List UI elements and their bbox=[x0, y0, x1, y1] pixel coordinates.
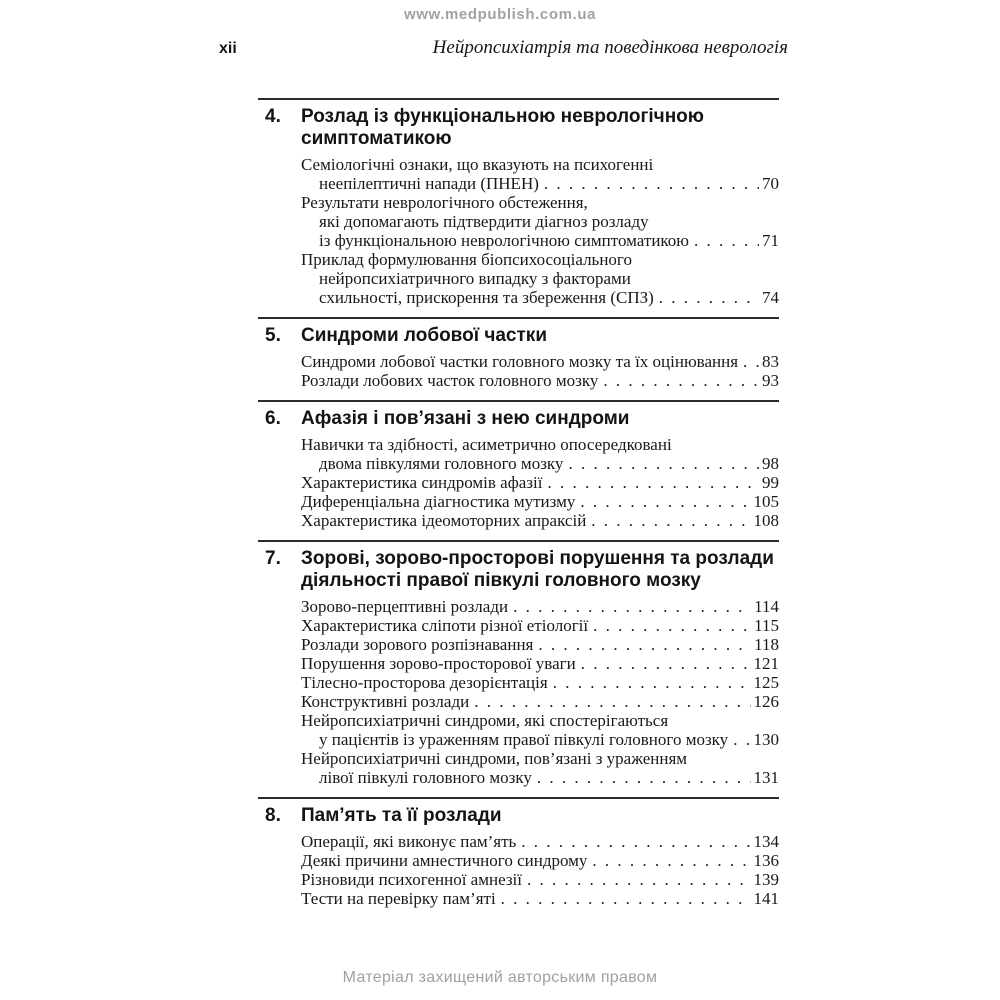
section-entries bbox=[258, 352, 779, 390]
section-title bbox=[301, 408, 779, 430]
toc-section bbox=[258, 400, 779, 540]
entry-line bbox=[301, 597, 779, 616]
toc-entry bbox=[258, 193, 779, 250]
entry-text: Розлади лобових часток головного мозку bbox=[301, 371, 599, 390]
section-entries bbox=[258, 597, 779, 787]
section-number: 7. bbox=[265, 548, 281, 569]
section-number: 5. bbox=[265, 325, 281, 346]
dot-leader bbox=[544, 174, 759, 193]
entry-text: лівої півкулі головного мозку bbox=[319, 768, 532, 787]
entry-line: Результати неврологічного обстеження, bbox=[301, 193, 588, 212]
entry-text: схильності, прискорення та збереження (СПЗ) bbox=[319, 288, 654, 307]
entry-line bbox=[301, 768, 779, 787]
entry-page-number: 98 bbox=[762, 454, 779, 473]
dot-leader bbox=[694, 231, 759, 250]
entry-line bbox=[301, 616, 779, 635]
entry-line: які допомагають підтвердити діагноз розладу bbox=[319, 212, 649, 231]
entry-text: Порушення зорово-просторової уваги bbox=[301, 654, 576, 673]
toc-entry bbox=[258, 250, 779, 307]
entry-line bbox=[301, 673, 779, 692]
toc-section bbox=[258, 540, 779, 797]
entry-page-number: 93 bbox=[762, 371, 779, 390]
toc-entry bbox=[258, 889, 779, 908]
toc-entry bbox=[258, 155, 779, 193]
entry-page-number: 114 bbox=[754, 597, 779, 616]
entry-page-number: 141 bbox=[753, 889, 779, 908]
table-of-contents bbox=[258, 98, 779, 918]
section-heading bbox=[258, 548, 779, 592]
entry-text: Синдроми лобової частки головного мозку та їх оцінювання bbox=[301, 352, 739, 371]
toc-section bbox=[258, 797, 779, 918]
entry-line bbox=[301, 371, 779, 390]
entry-text: Операції, які виконує пам’ять bbox=[301, 832, 517, 851]
entry-text: Тілесно-просторова дезорієнтація bbox=[301, 673, 548, 692]
toc-entry bbox=[258, 654, 779, 673]
entry-text: Деякі причини амнестичного синдрому bbox=[301, 851, 588, 870]
entry-text: Характеристика сліпоти різної етіології bbox=[301, 616, 589, 635]
toc-section bbox=[258, 98, 779, 317]
entry-page-number: 121 bbox=[753, 654, 779, 673]
entry-line: Навички та здібності, асиметрично опосередковані bbox=[301, 435, 672, 454]
section-heading bbox=[258, 325, 779, 347]
entry-line: нейропсихіатричного випадку з факторами bbox=[319, 269, 631, 288]
entry-text: Характеристика синдромів афазії bbox=[301, 473, 543, 492]
section-heading bbox=[258, 106, 779, 150]
section-title-line: Афазія і пов’язані з нею синдроми bbox=[301, 408, 630, 429]
dot-leader bbox=[513, 597, 751, 616]
entry-line bbox=[301, 352, 779, 371]
section-title-line: Зорові, зорово-просторові порушення та розлади bbox=[301, 548, 774, 569]
entry-text: неепілептичні напади (ПНЕН) bbox=[319, 174, 539, 193]
entry-page-number: 115 bbox=[754, 616, 779, 635]
section-title-line: Синдроми лобової частки bbox=[301, 325, 547, 346]
section-title-line: симптоматикою bbox=[301, 128, 452, 149]
copyright-footer: Матеріал захищений авторським правом bbox=[342, 969, 658, 986]
toc-entry bbox=[258, 851, 779, 870]
section-title-line: Пам’ять та її розлади bbox=[301, 805, 502, 826]
entry-text: Диференціальна діагностика мутизму bbox=[301, 492, 576, 511]
entry-line: Нейропсихіатричні синдроми, які спостерігаються bbox=[301, 711, 669, 730]
section-entries bbox=[258, 832, 779, 908]
entry-page-number: 134 bbox=[753, 832, 779, 851]
entry-line bbox=[301, 870, 779, 889]
entry-line bbox=[301, 174, 779, 193]
section-entries bbox=[258, 435, 779, 530]
entry-page-number: 105 bbox=[753, 492, 779, 511]
section-heading bbox=[258, 408, 779, 430]
entry-line bbox=[301, 889, 779, 908]
toc-entry bbox=[258, 692, 779, 711]
dot-leader bbox=[568, 454, 759, 473]
entry-page-number: 130 bbox=[753, 730, 779, 749]
toc-entry bbox=[258, 435, 779, 473]
dot-leader bbox=[547, 473, 759, 492]
entry-line bbox=[301, 832, 779, 851]
entry-page-number: 83 bbox=[762, 352, 779, 371]
entry-page-number: 136 bbox=[753, 851, 779, 870]
dot-leader bbox=[591, 511, 750, 530]
section-entries bbox=[258, 155, 779, 307]
entry-page-number: 70 bbox=[762, 174, 779, 193]
entry-line: Приклад формулювання біопсихосоціального bbox=[301, 250, 632, 269]
entry-text: Конструктивні розлади bbox=[301, 692, 470, 711]
toc-entry bbox=[258, 673, 779, 692]
entry-line bbox=[301, 492, 779, 511]
toc-entry bbox=[258, 870, 779, 889]
toc-entry bbox=[258, 492, 779, 511]
dot-leader bbox=[659, 288, 759, 307]
section-number: 6. bbox=[265, 408, 281, 429]
entry-text: Тести на перевірку пам’яті bbox=[301, 889, 496, 908]
section-title-line: діяльності правої півкулі головного мозку bbox=[301, 570, 701, 591]
toc-entry bbox=[258, 371, 779, 390]
entry-page-number: 118 bbox=[754, 635, 779, 654]
entry-line bbox=[301, 654, 779, 673]
entry-text: Зорово-перцептивні розлади bbox=[301, 597, 509, 616]
toc-entry bbox=[258, 832, 779, 851]
entry-line bbox=[301, 511, 779, 530]
dot-leader bbox=[581, 654, 751, 673]
entry-line: Нейропсихіатричні синдроми, пов’язані з ураженням bbox=[301, 749, 688, 768]
entry-line bbox=[301, 635, 779, 654]
toc-entry bbox=[258, 352, 779, 371]
section-title-line: Розлад із функціональною неврологічною bbox=[301, 106, 705, 127]
section-number: 8. bbox=[265, 805, 281, 826]
dot-leader bbox=[553, 673, 751, 692]
entry-page-number: 74 bbox=[762, 288, 779, 307]
toc-entry bbox=[258, 511, 779, 530]
entry-page-number: 108 bbox=[753, 511, 779, 530]
toc-entry bbox=[258, 635, 779, 654]
dot-leader bbox=[538, 635, 751, 654]
entry-text: Різновиди психогенної амнезії bbox=[301, 870, 522, 889]
toc-entry bbox=[258, 749, 779, 787]
entry-line bbox=[301, 851, 779, 870]
entry-text: Характеристика ідеомоторних апраксій bbox=[301, 511, 587, 530]
entry-page-number: 71 bbox=[762, 231, 779, 250]
page-folio: xii bbox=[219, 40, 237, 57]
section-number: 4. bbox=[265, 106, 281, 127]
entry-line bbox=[301, 288, 779, 307]
entry-page-number: 131 bbox=[753, 768, 779, 787]
toc-entry bbox=[258, 473, 779, 492]
entry-text: у пацієнтів із ураженням правої півкулі головного мозку bbox=[319, 730, 729, 749]
entry-line bbox=[301, 454, 779, 473]
entry-text: двома півкулями головного мозку bbox=[319, 454, 564, 473]
dot-leader bbox=[474, 692, 750, 711]
running-title: Нейропсихіатрія та поведінкова неврологія bbox=[432, 37, 788, 58]
entry-page-number: 126 bbox=[753, 692, 779, 711]
section-title bbox=[301, 805, 779, 827]
entry-page-number: 139 bbox=[753, 870, 779, 889]
toc-entry bbox=[258, 616, 779, 635]
entry-text: із функціональною неврологічною симптоматикою bbox=[319, 231, 690, 250]
dot-leader bbox=[603, 371, 759, 390]
dot-leader bbox=[521, 832, 750, 851]
entry-line bbox=[301, 473, 779, 492]
section-title bbox=[301, 548, 779, 592]
dot-leader bbox=[580, 492, 750, 511]
entry-line bbox=[301, 231, 779, 250]
dot-leader bbox=[733, 730, 750, 749]
toc-entry bbox=[258, 711, 779, 749]
dot-leader bbox=[743, 352, 759, 371]
entry-page-number: 99 bbox=[762, 473, 779, 492]
dot-leader bbox=[537, 768, 751, 787]
dot-leader bbox=[527, 870, 751, 889]
dot-leader bbox=[592, 851, 750, 870]
entry-page-number: 125 bbox=[753, 673, 779, 692]
entry-text: Розлади зорового розпізнавання bbox=[301, 635, 534, 654]
watermark-url: www.medpublish.com.ua bbox=[403, 6, 597, 23]
dot-leader bbox=[593, 616, 751, 635]
entry-line bbox=[301, 730, 779, 749]
section-title bbox=[301, 106, 779, 150]
toc-entry bbox=[258, 597, 779, 616]
dot-leader bbox=[501, 889, 751, 908]
entry-line bbox=[301, 692, 779, 711]
section-heading bbox=[258, 805, 779, 827]
section-title bbox=[301, 325, 779, 347]
toc-section bbox=[258, 317, 779, 400]
entry-line: Семіологічні ознаки, що вказують на психогенні bbox=[301, 155, 654, 174]
